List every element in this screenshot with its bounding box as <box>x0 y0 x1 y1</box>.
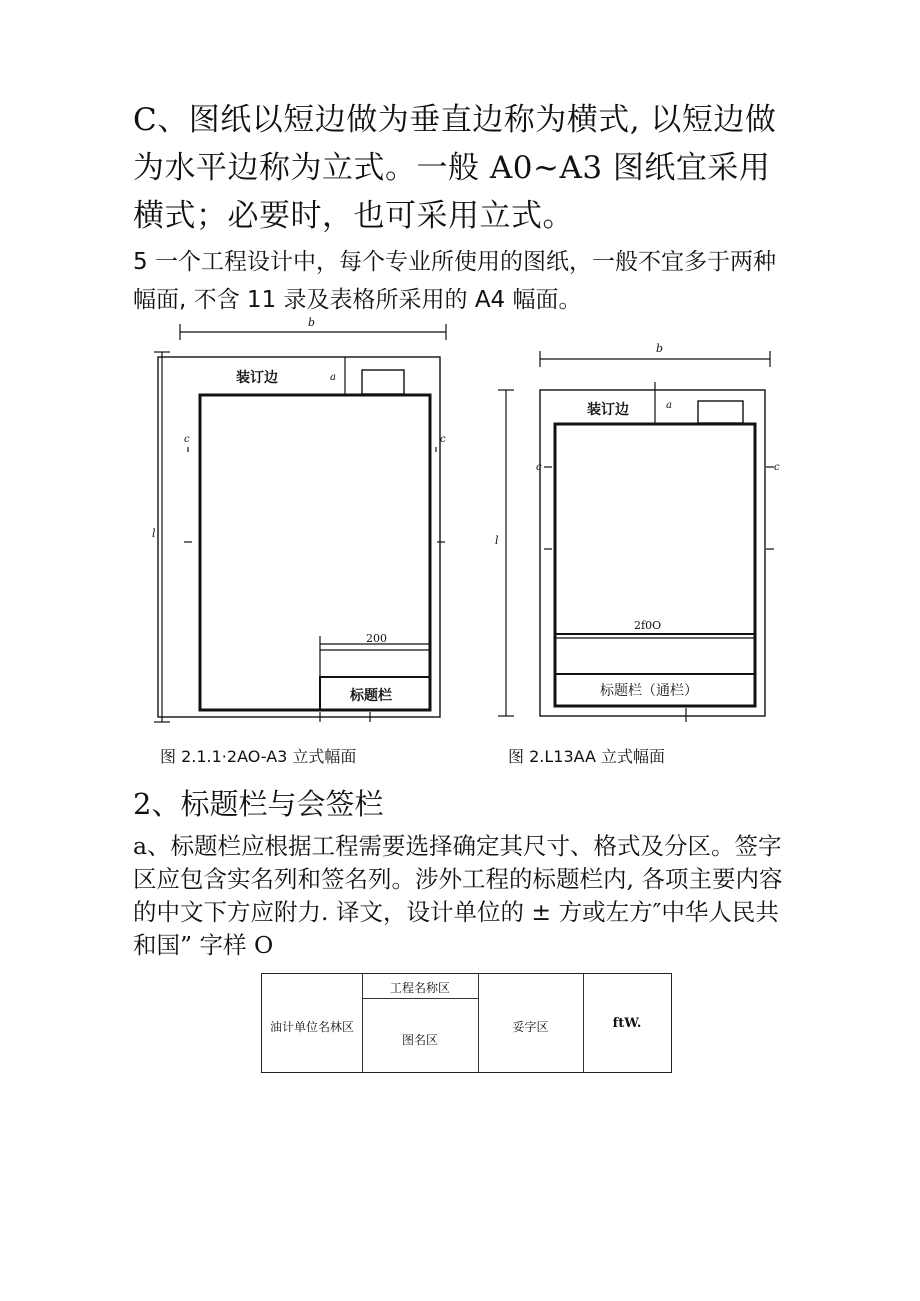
right-binding-label: 装订边 <box>587 402 629 418</box>
left-label-a: a <box>330 372 336 383</box>
left-label-c2: c <box>440 434 446 445</box>
vertical-format-diagrams <box>140 312 800 732</box>
left-small-box <box>362 370 404 394</box>
right-title-block-label: 标题栏（通栏） <box>600 683 698 699</box>
left-inner-frame <box>200 395 430 710</box>
right-inner-frame <box>555 424 755 706</box>
title-block-table <box>261 973 672 1073</box>
paragraph-title-block-rules: a、标题栏应根据工程需要选择确定其尺寸、格式及分区。签字区应包含实名列和签名列。涉外工程的标题栏内, 各项主要内容的中文下方应附力. 译文，设计单位的 ± 方或左方″中华人民共和国” 字样 O <box>133 832 783 959</box>
design-unit-cell: 油计单位名林区 <box>269 1020 354 1034</box>
left-label-l: l <box>152 527 156 540</box>
figures-area <box>140 312 800 732</box>
right-label-b: b <box>656 342 664 355</box>
extra-cell: ftW. <box>612 1016 642 1031</box>
left-label-b: b <box>308 316 316 329</box>
right-dim-label: 2f0O <box>634 619 662 632</box>
right-label-a: a <box>666 400 672 411</box>
right-label-c1: c <box>536 462 542 473</box>
paragraph-sheet-count: 5 一个工程设计中，每个专业所使用的图纸，一般不宜多于两种幅面, 不含 11 录及表格所采用的 A4 幅面。 <box>133 249 776 313</box>
right-figure <box>498 351 774 722</box>
left-figure <box>154 324 446 722</box>
project-name-cell: 工程名称区 <box>389 981 450 995</box>
signature-cell: 妥字区 <box>512 1020 549 1034</box>
left-title-block-label: 标题栏 <box>350 688 392 704</box>
right-outer-border <box>540 390 765 716</box>
paragraph-horizontal-vertical-format: C、图纸以短边做为垂直边称为横式, 以短边做为水平边称为立式。一般 A0~A3 图纸宜采用横式；必要时，也可采用立式。 <box>133 102 777 234</box>
left-binding-label: 装订边 <box>236 370 278 386</box>
right-small-box <box>698 401 743 423</box>
drawing-name-cell: 图名区 <box>401 1033 438 1047</box>
left-label-c1: c <box>184 434 190 445</box>
section-heading: 2、标题栏与会签栏 <box>133 787 384 821</box>
left-dim-label: 200 <box>366 632 387 645</box>
right-label-l: l <box>495 534 499 547</box>
right-label-c2: c <box>774 462 780 473</box>
figure-caption-right: 图 2.L13AA 立式幅面 <box>508 747 666 766</box>
figure-caption-left: 图 2.1.1·2AO-A3 立式幅面 <box>160 747 357 766</box>
